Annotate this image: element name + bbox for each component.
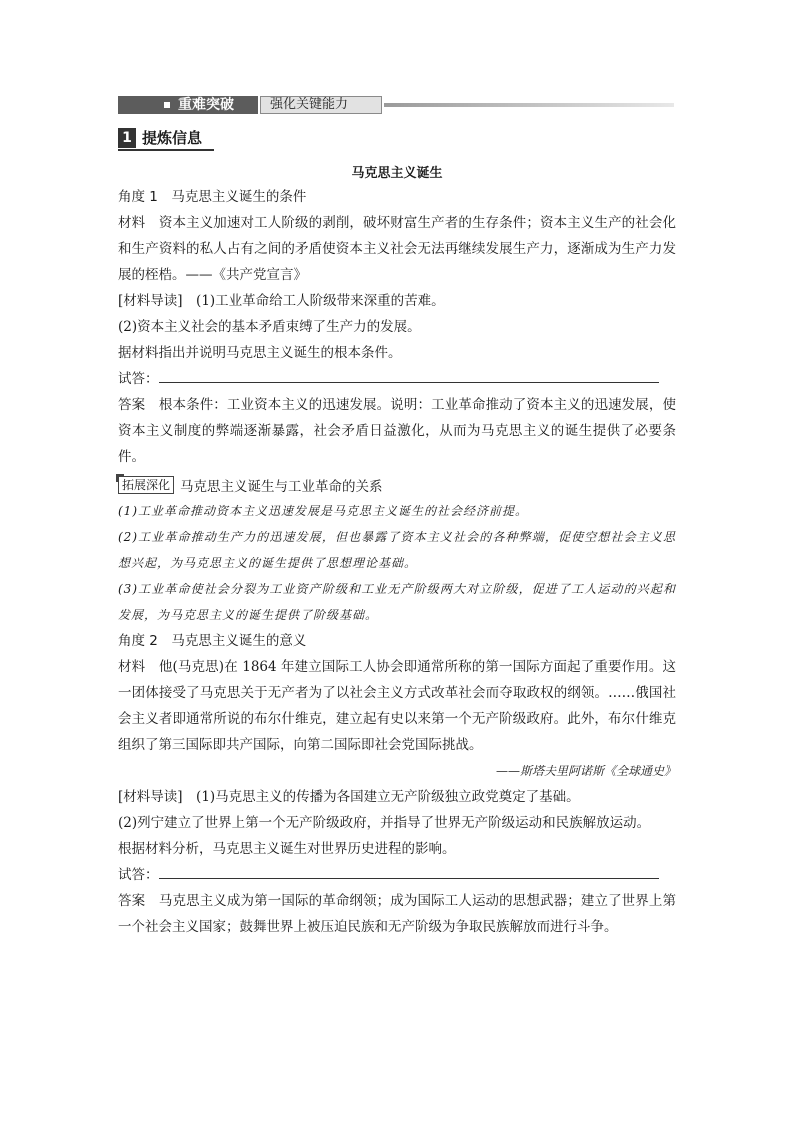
angle1-guide-1	[118, 288, 676, 314]
banner-rule	[384, 103, 674, 107]
guide-text: (1)工业革命给工人阶级带来深重的苦难。	[196, 293, 445, 309]
square-bullet-icon	[164, 102, 170, 108]
angle2-try	[118, 862, 676, 888]
banner-title: 重难突破	[178, 97, 234, 113]
expand-item: (2)工业革命推动生产力的迅速发展，但也暴露了资本主义社会的各种弊端，促使空想社会主义思想兴起，为马克思主义的诞生提供了思想理论基础。	[118, 530, 676, 570]
banner-subtitle: 强化关键能力	[270, 97, 349, 112]
expand-item: (1)工业革命推动资本主义迅速发展是马克思主义诞生的社会经济前提。	[118, 504, 529, 518]
guide-label: [材料导读]	[118, 293, 183, 309]
material-label: 材料	[118, 215, 146, 231]
expand-title: 马克思主义诞生与工业革命的关系	[180, 479, 383, 495]
guide-label: [材料导读]	[118, 789, 183, 805]
answer-text: 根本条件：工业资本主义的迅速发展。说明：工业革命推动了资本主义的迅速发展，使资本主义制度的弊端逐渐暴露，社会矛盾日益激化，从而为马克思主义的诞生提供了必要条件。	[118, 397, 677, 465]
answer-label: 答案	[118, 397, 146, 413]
section-header	[118, 128, 676, 150]
material-source: ——斯塔夫里阿诺斯《全球通史》	[495, 764, 676, 778]
angle1-try	[118, 366, 676, 392]
angle1-answer	[118, 392, 676, 470]
angle1-guide-2: (2)资本主义社会的基本矛盾束缚了生产力的发展。	[118, 319, 421, 335]
answer-label: 答案	[118, 893, 146, 909]
section-banner	[118, 96, 674, 114]
angle2-material	[118, 654, 676, 758]
angle2-heading: 角度 2 马克思主义诞生的意义	[118, 633, 307, 649]
expand-item: (3)工业革命使社会分裂为工业资产阶级和工业无产阶级两大对立阶级，促进了工人运动的兴起和发展，为马克思主义的诞生提供了阶级基础。	[118, 582, 676, 622]
material-label: 材料	[118, 659, 146, 675]
expand-tag: 拓展深化	[118, 476, 174, 494]
material-text: 他(马克思)在 1864 年建立国际工人协会即通常所称的第一国际方面起了重要作用。这一团体接受了马克思关于无产者为了以社会主义方式改革社会而夺取政权的纲领。……俄国社会主义者即通常所说的布尔什维克，建立起有史以来第一个无产阶级政府。此外，布尔什维克组织了第三国际即共产国际，向第二国际即社会党国际挑战。	[118, 659, 677, 753]
expand-header	[118, 472, 676, 498]
section-title: 提炼信息	[142, 129, 203, 147]
section-number: 1	[118, 128, 136, 148]
page	[118, 96, 676, 940]
section-underline	[118, 149, 214, 151]
angle2-question: 根据材料分析，马克思主义诞生对世界历史进程的影响。	[118, 841, 456, 857]
answer-blank-line[interactable]	[159, 864, 659, 879]
answer-text: 马克思主义成为第一国际的革命纲领；成为国际工人运动的思想武器；建立了世界上第一个社会主义国家；鼓舞世界上被压迫民族和无产阶级为争取民族解放而进行斗争。	[118, 893, 677, 935]
try-label: 试答：	[118, 867, 159, 883]
angle1-heading: 角度 1 马克思主义诞生的条件	[118, 189, 307, 205]
angle2-guide-1	[118, 784, 676, 810]
guide-text: (1)马克思主义的传播为各国建立无产阶级独立政党奠定了基础。	[196, 789, 580, 805]
material-text: 资本主义加速对工人阶级的剥削，破坏财富生产者的生存条件；资本主义生产的社会化和生产资料的私人占有之间的矛盾使资本主义社会无法再继续发展生产力，逐渐成为生产力发展的桎梏。——《共产党宣言》	[118, 215, 677, 283]
angle1-material	[118, 210, 676, 288]
doc-title: 马克思主义诞生	[351, 166, 443, 181]
angle2-answer	[118, 888, 676, 940]
angle1-question: 据材料指出并说明马克思主义诞生的根本条件。	[118, 345, 402, 361]
try-label: 试答：	[118, 371, 159, 387]
answer-blank-line[interactable]	[159, 368, 659, 383]
angle2-guide-2: (2)列宁建立了世界上第一个无产阶级政府，并指导了世界无产阶级运动和民族解放运动。	[118, 815, 651, 831]
